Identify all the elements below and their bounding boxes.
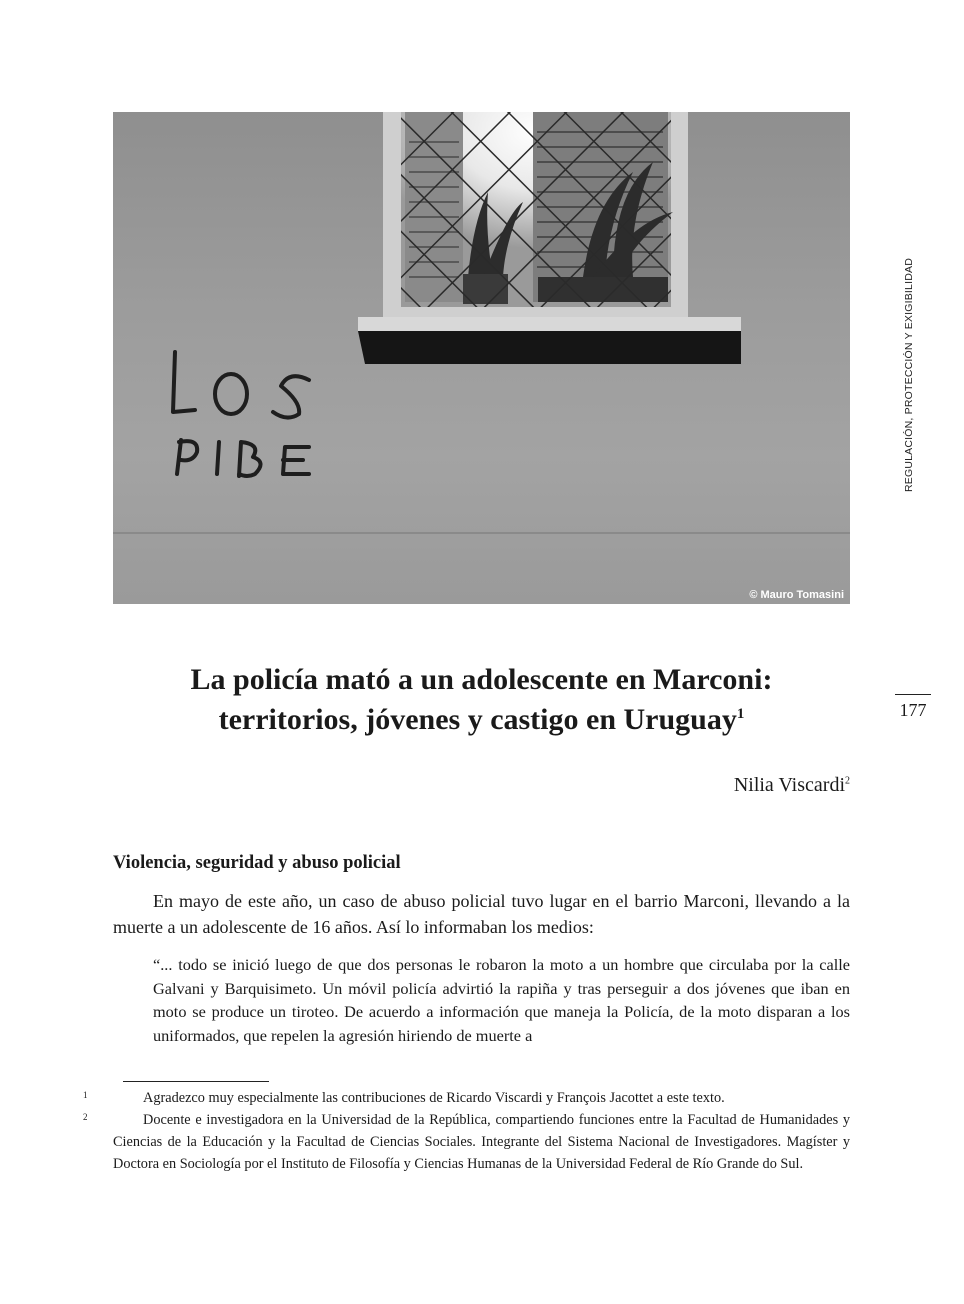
footnote-text: Docente e investigadora en la Universidad de la República, compartiendo funciones entre la Facultad de Humanidades y Ciencias de la Educación y la Facultad de Ciencias Sociales. Integrante del Sistema Nacional de Investigadores. Magíster y Doctora en Sociología por el Instituto de Filosofía y Ciencias Humanas de la Universidad Federal de Río Grande do Sul. <box>113 1112 850 1172</box>
footnote-separator <box>123 1081 269 1082</box>
page-number: 177 <box>899 700 927 720</box>
footnote-item <box>83 1109 850 1175</box>
page-number-rule <box>895 694 931 695</box>
footnote-item <box>83 1087 850 1109</box>
running-section-label: REGULACIÓN, PROTECCIÓN Y EXIGIBILIDAD <box>903 258 915 492</box>
author-footnote-ref[interactable]: 2 <box>845 775 850 787</box>
article-title <box>113 660 850 740</box>
section-heading: Violencia, seguridad y abuso policial <box>113 853 401 873</box>
title-footnote-ref[interactable]: 1 <box>736 706 745 722</box>
footnote-marker: 1 <box>83 1090 88 1100</box>
footnote-text: Agradezco muy especialmente las contribuciones de Ricardo Viscardi y François Jacottet a este texto. <box>143 1090 725 1106</box>
title-line-1: La policía mató a un adolescente en Marconi: <box>190 663 773 696</box>
footnote-marker: 2 <box>83 1112 88 1122</box>
block-quote: “... todo se inició luego de que dos personas le robaron la moto a un hombre que circulaba por la calle Galvani y Barquisimeto. Un móvil policía advirtió la rapiña y tras perseguir a dos jóvenes que iban en moto se produce un tiroteo. De acuerdo a información que maneja la Policía, de la moto disparan a los uniformados, que repelen la agresión hiriendo de muerte a <box>153 955 850 1045</box>
photo-illustration <box>113 112 850 604</box>
footnotes <box>83 1087 850 1175</box>
author-name: Nilia Viscardi <box>733 774 845 796</box>
author-byline <box>734 774 850 797</box>
photo-credit: © Mauro Tomasini <box>749 589 844 601</box>
body-paragraph: En mayo de este año, un caso de abuso policial tuvo lugar en el barrio Marconi, llevando a la muerte a un adolescente de 16 años. Así lo informaban los medios: <box>113 891 850 937</box>
photo-window-graffiti <box>113 112 850 604</box>
title-line-2: territorios, jóvenes y castigo en Uruguay <box>218 703 737 736</box>
